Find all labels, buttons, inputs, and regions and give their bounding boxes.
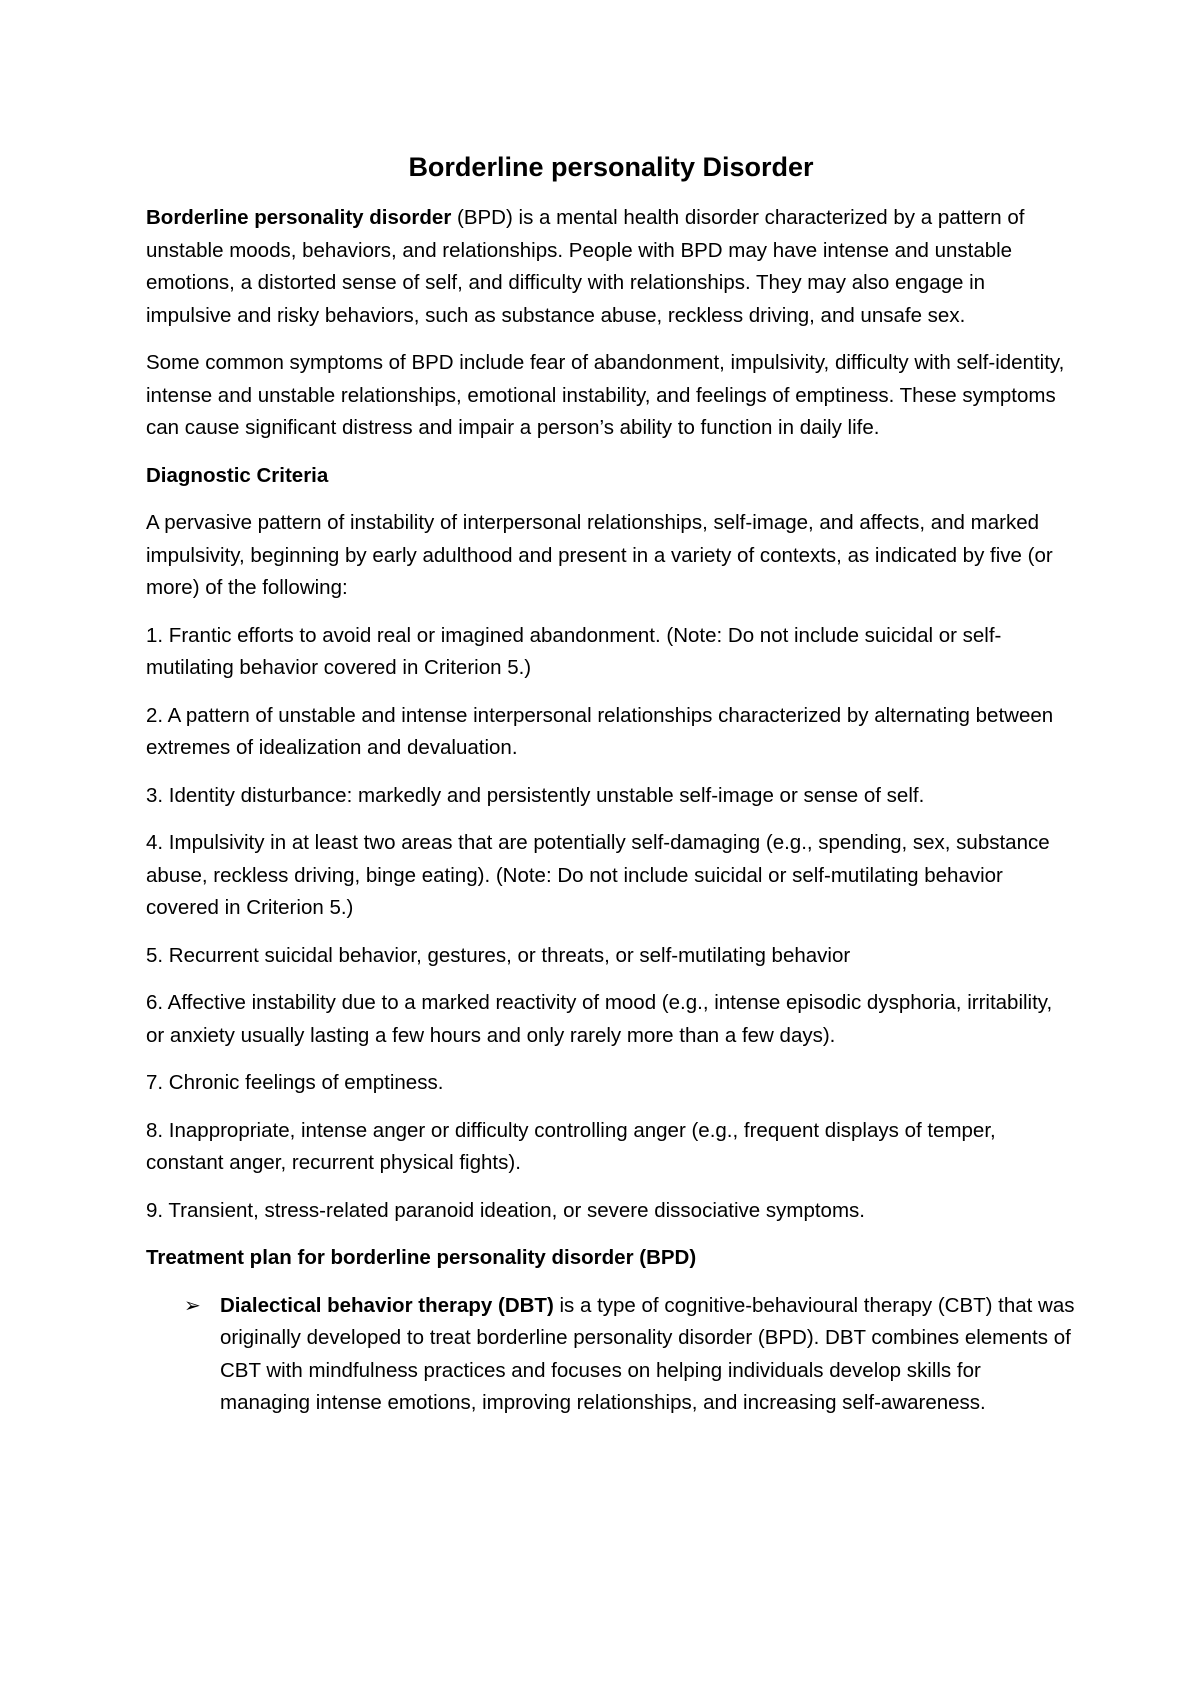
criterion-item: 8. Inappropriate, intense anger or difficulty controlling anger (e.g., frequent displays of temper, constant anger, recurrent physical fights). xyxy=(146,1118,996,1174)
criterion-item: 1. Frantic efforts to avoid real or imagined abandonment. (Note: Do not include suicidal or self-mutilating behavior covered in Criterion 5.) xyxy=(146,623,1002,679)
criterion-item: 9. Transient, stress-related paranoid ideation, or severe dissociative symptoms. xyxy=(146,1198,865,1222)
treatment-list xyxy=(146,1290,1076,1420)
treatment-heading: Treatment plan for borderline personality disorder (BPD) xyxy=(146,1246,697,1269)
treatment-term: Dialectical behavior therapy (DBT) xyxy=(220,1293,554,1317)
treatment-item xyxy=(146,1290,1076,1420)
diagnostic-heading: Diagnostic Criteria xyxy=(146,463,329,487)
criterion-item: 6. Affective instability due to a marked reactivity of mood (e.g., intense episodic dysphoria, irritability, or anxiety usually lasting a few hours and only rarely more than a few days). xyxy=(146,991,1053,1047)
criteria-list xyxy=(146,620,1076,1228)
criterion-item: 2. A pattern of unstable and intense interpersonal relationships characterized by alternating between extremes of idealization and devaluation. xyxy=(146,703,1054,759)
intro-paragraph xyxy=(146,202,1076,332)
arrow-bullet-icon: ➢ xyxy=(184,1294,201,1317)
diagnostic-intro: A pervasive pattern of instability of interpersonal relationships, self-image, and affects, and marked impulsivity, beginning by early adulthood and present in a variety of contexts, as indicated by five (or more) of the following: xyxy=(146,511,1053,599)
criterion-item: 3. Identity disturbance: markedly and persistently unstable self-image or sense of self. xyxy=(146,783,925,807)
symptoms-paragraph: Some common symptoms of BPD include fear of abandonment, impulsivity, difficulty with self-identity, intense and unstable relationships, emotional instability, and feelings of emptiness. These symptoms can cause significant distress and impair a person’s ability to function in daily life. xyxy=(146,351,1065,439)
criterion-item: 7. Chronic feelings of emptiness. xyxy=(146,1071,444,1094)
intro-term: Borderline personality disorder xyxy=(146,206,452,229)
document-content xyxy=(146,150,1076,1420)
document-title: Borderline personality Disorder xyxy=(408,152,814,182)
treatment-text: is a type of cognitive-behavioural therapy (CBT) that was originally developed to treat borderline personality disorder (BPD). DBT combines elements of CBT with mindfulness practices and focuses on helping individuals develop skills for managing intense emotions, improving relationships, and increasing self-awareness. xyxy=(220,1293,1075,1414)
intro-text: (BPD) is a mental health disorder characterized by a pattern of unstable moods, behaviors, and relationships. People with BPD may have intense and unstable emotions, a distorted sense of self, and difficulty with relationships. They may also engage in impulsive and risky behaviors, such as substance abuse, reckless driving, and unsafe sex. xyxy=(146,206,1025,327)
criterion-item: 5. Recurrent suicidal behavior, gestures, or threats, or self-mutilating behavior xyxy=(146,943,851,967)
criterion-item: 4. Impulsivity in at least two areas that are potentially self-damaging (e.g., spending, sex, substance abuse, reckless driving, binge eating). (Note: Do not include suicidal or self-mutilating behavior covered in Criterion 5.) xyxy=(146,831,1050,919)
